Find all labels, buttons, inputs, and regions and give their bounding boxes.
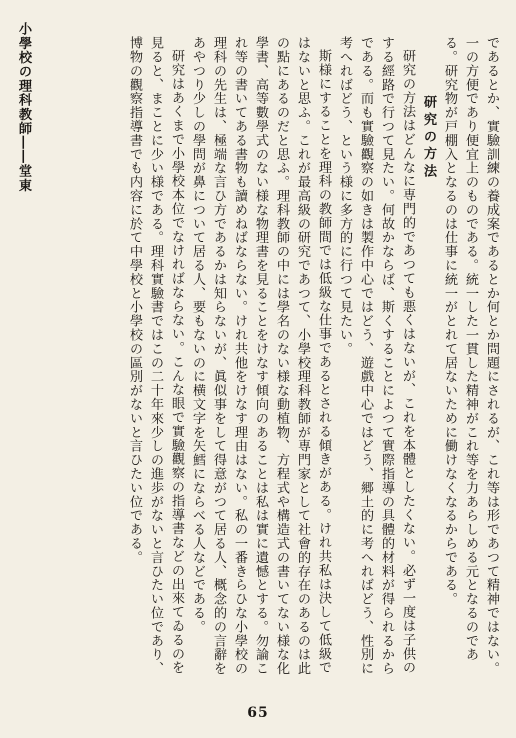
paragraph: 研究の方法はどんなに専門的であつても悪くはないが、これを本體としたくない。必ず一度は子供のする經路で行つて見たい。何故かならば、斯くすることによつて實際指導の具體的材料が得られるからである。而も實驗觀察の如きは製作中心ではどう、遊戲中心ではどう、郷土的に考へればどう、性別に考へればどう、という様に多方的に行つて見たい。 — [337, 36, 415, 676]
paragraph: であるとか、實驗訓練の養成案であるとか何とか問題にされるが、これ等は形であつて精神ではない。一の方便であり便宜上のものである。統一した一貫した精神がこれ等を力あらしめる元となるのである。研究物が戸棚入となるのは仕事に統一がとれて居ないために働けなくなるからである。 — [442, 36, 499, 676]
paragraph: 斯様にすることを理科の教師間では低級な仕事であるとされる傾きがある。けれ共私は決して低級ではないと思ふ。これが最高級の研究であつて、小學校理科教師が専門家として社會的存在のあるのは此の點にあるのだと思ふ。理科教師の中には學名のない様な動植物、方程式や構造式の書いてない様な化學書、高等數學式のない様な物理書を見ることをけなす傾向のあることは私は實に遺憾とする。勿論これ等の書いてある書物も讀めねばならない。けれ共他をけなす理由はない。私の一番きらひな小學校の理科の先生は、極端な言ひ方であるかは知らないが、眞似事をして得意がつて居る人、概念的の言辭をあやつり少しの學問が鼻について居る人、要もないのに横文字を矢鱈にならべる人などである。 — [190, 36, 331, 676]
paragraph: 研究はあくまで小學校本位でなければならない。こんな眼で實驗觀察の指導書などの出來てゐるのを見ると、まことに少い様である。理科實驗書ではこの二十年來少しの進歩がないと言ひたい位であり、博物の觀察指導書でも内容に於て中學校と小學校の區別がないと言ひたい位である。 — [127, 36, 184, 676]
running-header: 小學校の理科教師――堂東 — [16, 22, 31, 193]
page-number: 65 — [247, 705, 269, 721]
section-heading: 研究の方法 — [421, 95, 436, 182]
body-text — [40, 36, 502, 686]
